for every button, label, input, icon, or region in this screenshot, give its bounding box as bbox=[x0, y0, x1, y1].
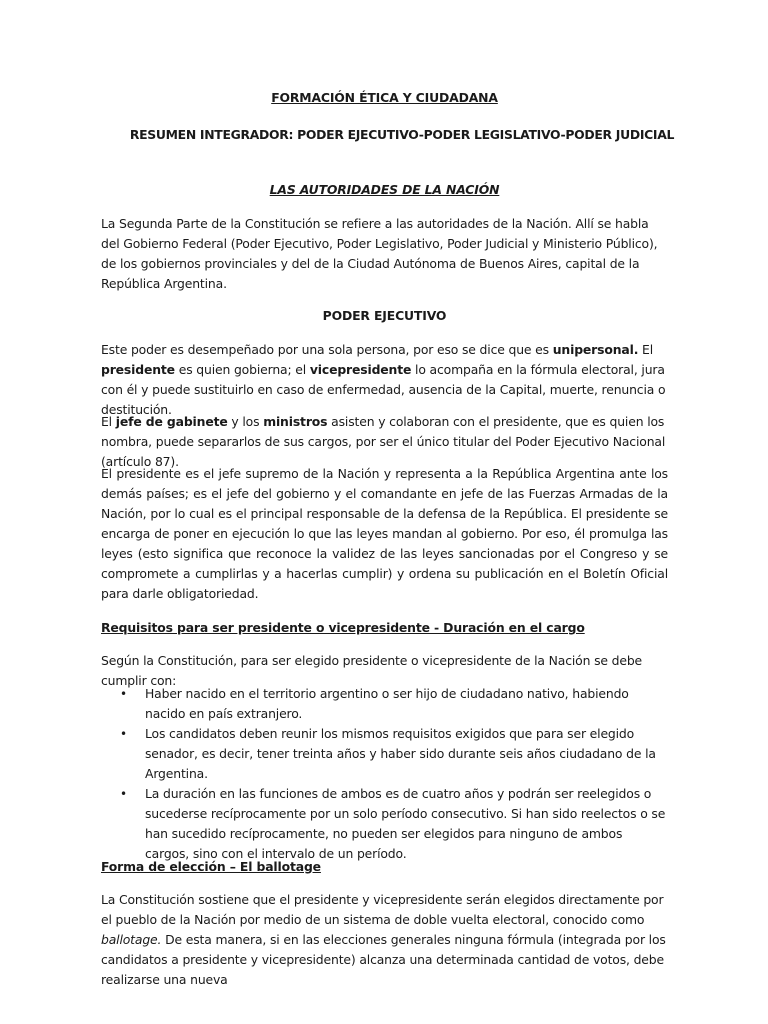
forma-eleccion-heading: Forma de elección – El ballotage bbox=[101, 859, 321, 874]
document-title: FORMACIÓN ÉTICA Y CIUDADANA bbox=[271, 90, 498, 105]
bullet-icon: • bbox=[120, 727, 127, 741]
document-subtitle: RESUMEN INTEGRADOR: PODER EJECUTIVO-PODER LEGISLATIVO-PODER JUDICIAL bbox=[129, 127, 675, 142]
paragraph-ejecutivo-unipersonal: Este poder es desempeñado por una sola persona, por eso se dice que es unipersonal. El presidente es quien gobierna; el vicepresidente lo acompaña en la fórmula electoral, jura con él y puede sustituirlo en caso de enfermedad, ausencia de la Capital, muerte, renuncia o destitución. bbox=[101, 342, 666, 417]
poder-ejecutivo-heading: PODER EJECUTIVO bbox=[322, 308, 447, 323]
list-item: • Haber nacido en el territorio argentino o ser hijo de ciudadano nativo, habiendo nacido en país extranjero. bbox=[120, 686, 629, 721]
list-item: • La duración en las funciones de ambos es de cuatro años y podrán ser reelegidos o sucederse recíprocamente por un solo período consecutivo. Si han sido reelectos o se han sucedido recíprocamente, no pueden ser elegidos para ninguno de ambos cargos, sino con el intervalo de un período. bbox=[120, 786, 666, 861]
paragraph-gabinete: El jefe de gabinete y los ministros asisten y colaboran con el presidente, que es quien los nombra, puede separarlos de sus cargos, por ser el único titular del Poder Ejecutivo Nacional (artículo 87). bbox=[101, 414, 666, 469]
section-title: LAS AUTORIDADES DE LA NACIÓN bbox=[269, 182, 500, 197]
paragraph-ballotage: La Constitución sostiene que el presidente y vicepresidente serán elegidos directamente por el pueblo de la Nación por medio de un sistema de doble vuelta electoral, conocido como ballotage. De esta manera, si en las elecciones generales ninguna fórmula (integrada por los candidatos a presidente y vicepresidente) alcanza una determinada cantidad de votos, debe realizarse una nueva bbox=[101, 892, 666, 987]
intro-paragraph: La Segunda Parte de la Constitución se refiere a las autoridades de la Nación. Allí se habla del Gobierno Federal (Poder Ejecutivo, Poder Legislativo, Poder Judicial y Ministerio Público), de los gobiernos provinciales y del de la Ciudad Autónoma de Buenos Aires, capital de la República Argentina. bbox=[101, 216, 658, 291]
bullet-icon: • bbox=[120, 687, 127, 701]
document-content bbox=[101, 88, 675, 987]
list-item: • Los candidatos deben reunir los mismos requisitos exigidos que para ser elegido senador, es decir, tener treinta años y haber sido durante seis años ciudadano de la Argentina. bbox=[120, 726, 656, 781]
bullet-icon: • bbox=[120, 787, 127, 801]
requisitos-heading: Requisitos para ser presidente o vicepresidente - Duración en el cargo bbox=[101, 620, 585, 635]
paragraph-presidente-funciones: El presidente es el jefe supremo de la Nación y representa a la República Argentina ante los demás países; es el jefe del gobierno y el comandante en jefe de las Fuerzas Armadas de la Nación, por lo cual es el principal responsable de la defensa de la República. El presidente se encarga de poner en ejecución lo que las leyes mandan al gobierno. Por eso, él promulga las leyes (esto significa que reconoce la validez de las leyes sancionadas por el Congreso y se compromete a cumplirlas y a hacerlas cumplir) y ordena su publicación en el Boletín Oficial para darle obligatoriedad. bbox=[101, 466, 668, 601]
requisitos-intro: Según la Constitución, para ser elegido presidente o vicepresidente de la Nación se debe cumplir con: bbox=[101, 653, 643, 688]
requisitos-list bbox=[101, 684, 668, 864]
